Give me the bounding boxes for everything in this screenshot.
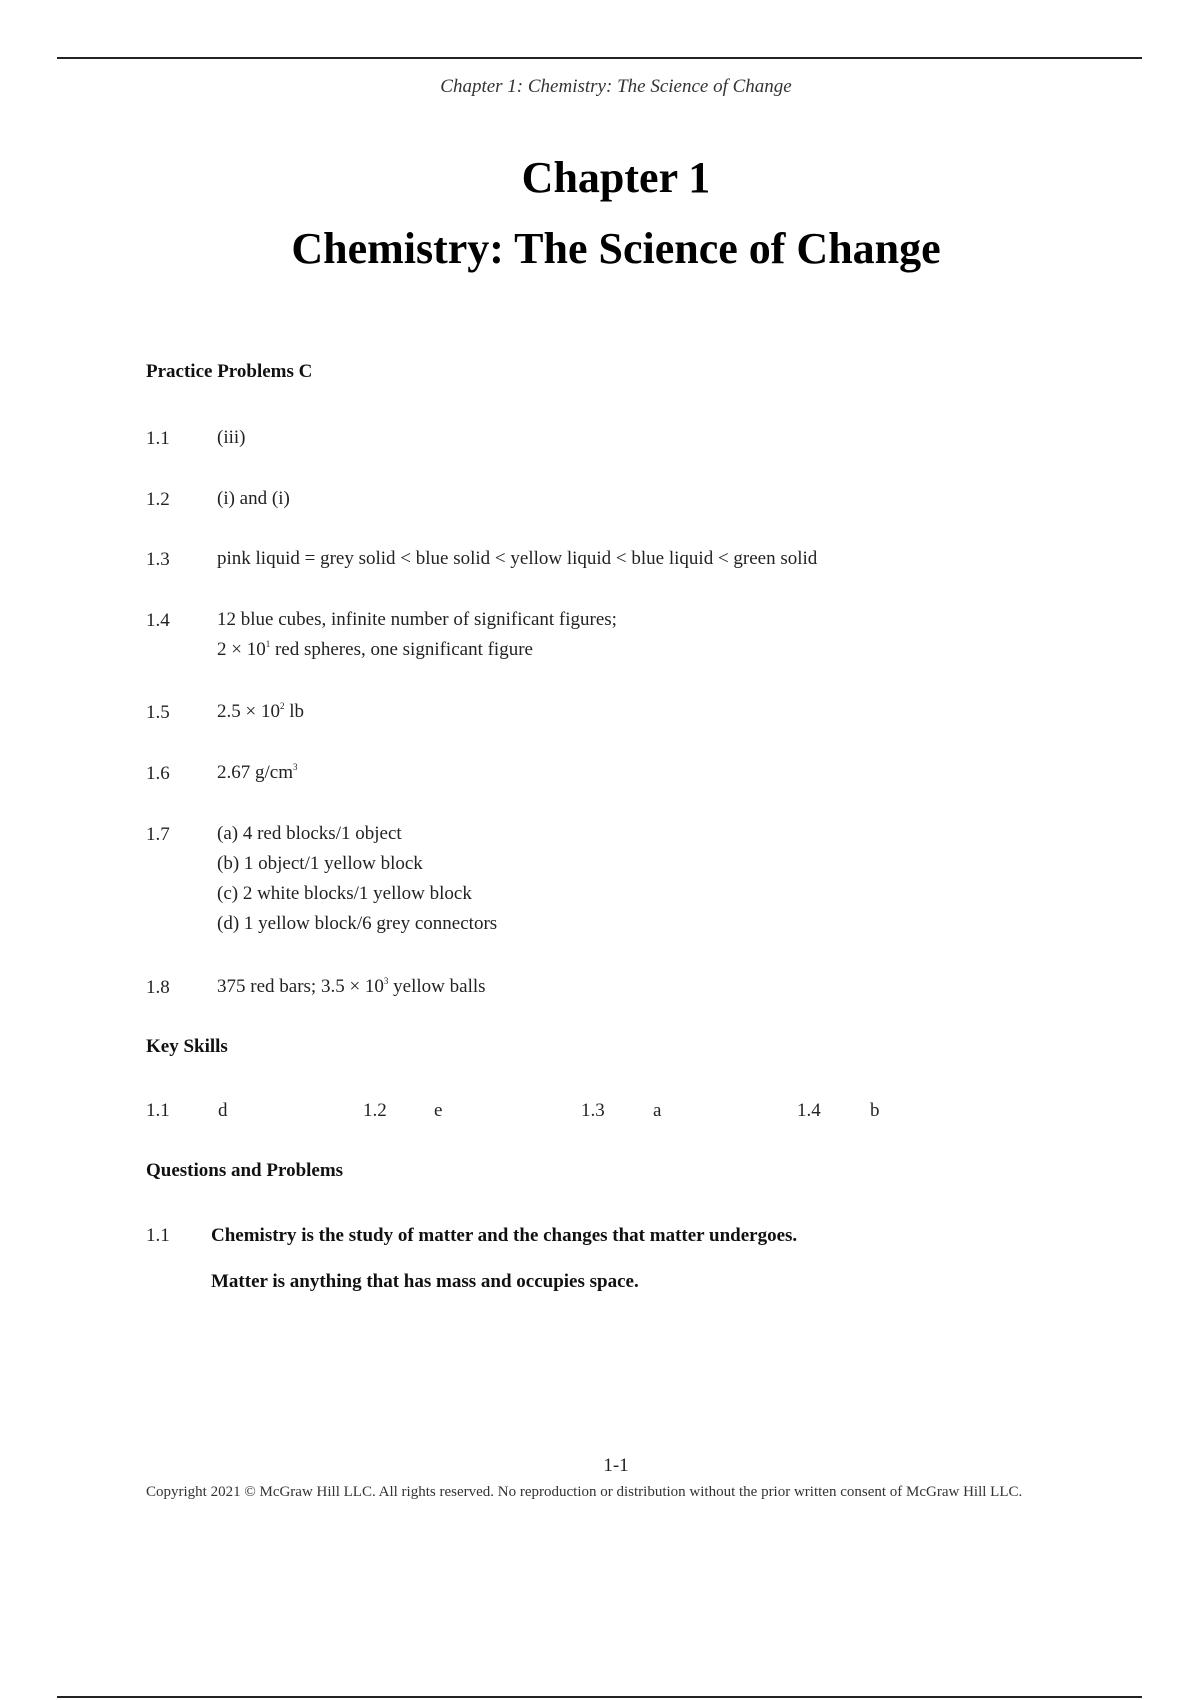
questions-heading: Questions and Problems	[146, 1160, 344, 1181]
key-skill-num-1: 1.1	[146, 1100, 170, 1121]
chapter-subtitle: Chemistry: The Science of Change	[291, 224, 941, 273]
practice-answer-8: 375 red bars; $3.5 \times 10^3$ yellow balls	[217, 976, 486, 997]
practice-answer-1: (iii)	[217, 427, 246, 448]
practice-num-4: 1.4	[146, 610, 170, 631]
key-skill-num-2: 1.2	[363, 1100, 387, 1121]
practice-answer-7: (a) 4 red blocks/1 object (b) 1 object/1 yellow block (c) 2 white blocks/1 yellow block (d) 1 yellow block/6 grey connectors	[217, 823, 498, 934]
top-rule	[57, 57, 1142, 59]
practice-answer-4-line2: $2 \times 10^1$ red spheres, one significant figure	[217, 639, 533, 660]
practice-num-7: 1.7	[146, 824, 170, 845]
question-num-1: 1.1	[146, 1225, 170, 1246]
practice-answer-6: 2.67 $g/cm^3$	[217, 762, 298, 783]
key-skill-answer-2: e	[434, 1100, 443, 1121]
practice-num-1: 1.1	[146, 428, 170, 449]
page-number: 1-1	[603, 1455, 629, 1476]
practice-answer-2: (i) and (i)	[217, 488, 290, 509]
key-skill-num-3: 1.3	[581, 1100, 605, 1121]
question-answer-line-2: Matter is anything that has mass and occupies space.	[211, 1271, 639, 1292]
practice-answer-3: pink liquid = grey solid < blue solid < yellow liquid < blue liquid < green solid	[217, 548, 818, 569]
practice-answer-5: $2.5 \times 10^2$ lb	[217, 701, 304, 722]
practice-heading: Practice Problems C	[146, 361, 313, 382]
key-skill-answer-4: b	[870, 1100, 880, 1121]
chapter-title: Chapter 1	[521, 153, 711, 202]
practice-num-2: 1.2	[146, 489, 170, 510]
practice-num-6: 1.6	[146, 763, 170, 784]
key-skills-heading: Key Skills	[146, 1036, 228, 1057]
practice-num-3: 1.3	[146, 549, 170, 570]
practice-num-5: 1.5	[146, 702, 170, 723]
key-skill-num-4: 1.4	[797, 1100, 821, 1121]
question-answer-line-1: Chemistry is the study of matter and the changes that matter undergoes.	[211, 1225, 798, 1246]
key-skill-answer-3: a	[653, 1100, 662, 1121]
practice-answer-4: 12 blue cubes, infinite number of significant figures; $2 \times 10^1$ red spheres, one significant figure	[217, 605, 617, 665]
running-header: Chapter 1: Chemistry: The Science of Change	[440, 76, 792, 97]
bottom-rule	[57, 1696, 1142, 1698]
key-skill-answer-1: d	[218, 1100, 228, 1121]
copyright-notice: Copyright 2021 © McGraw Hill LLC. All rights reserved. No reproduction or distribution without the prior written consent of McGraw Hill LLC.	[146, 1484, 1023, 1500]
practice-num-8: 1.8	[146, 977, 170, 998]
